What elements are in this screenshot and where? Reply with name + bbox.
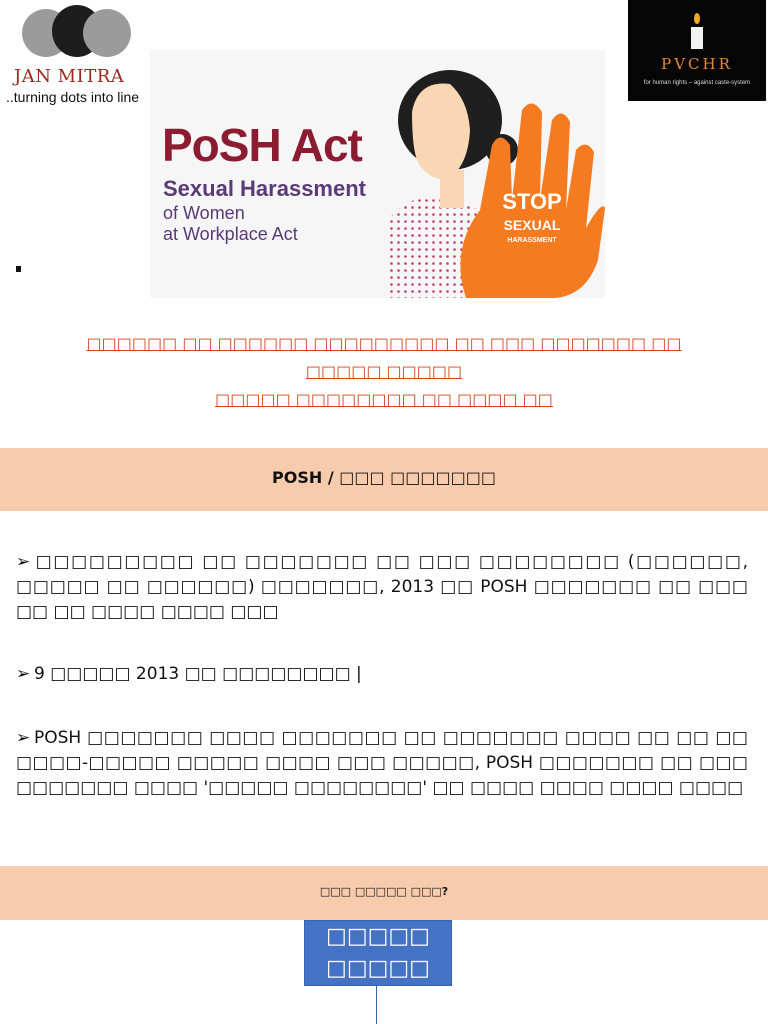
posh-act-title: PoSH Act: [162, 119, 362, 171]
jan-mitra-tagline: ..turning dots into line: [6, 89, 140, 105]
jan-mitra-logo: [0, 0, 160, 110]
posh-act-subtitle-line2: of Women: [163, 203, 245, 223]
candle-icon: [691, 27, 703, 49]
diagram-box: □□□□□ □□□□□: [304, 920, 452, 986]
jan-mitra-name: JAN MITRA: [14, 66, 125, 87]
paragraph-3: [16, 726, 748, 801]
bullet-dot: [16, 266, 21, 272]
woman-stop-illustration: [150, 50, 605, 298]
paragraph-1-text: □□□□□□□□□ □□ □□□□□□□ □□ □□□ □□□□□□□□ (□□□□□□, □□□□□ □□ □□□□□□) □□□□□□□, 2013 □□ POSH □□□□□□□ □□ □□□ □□ □□ □□□□ □□□□ □□□: [16, 552, 748, 622]
posh-act-subtitle-line1: Sexual Harassment: [163, 176, 366, 201]
subtitle-line1: □□□□□□ □□ □□□□□□ □□□□□□□□□ □□ □□□ □□□□□□□ □□ □□□□□ □□□□□: [86, 334, 682, 381]
paragraph-2: [16, 662, 748, 687]
paragraph-2-text: 9 □□□□□ 2013 □□ □□□□□□□□ |: [34, 664, 362, 684]
arrow-bullet-icon: ➢: [16, 728, 31, 748]
sexual-text: SEXUAL: [503, 217, 561, 233]
pvchr-logo: [628, 0, 766, 101]
pvchr-tagline: for human rights – against caste-system: [643, 80, 751, 86]
paragraph-3-text: POSH □□□□□□□ □□□□ □□□□□□□ □□ □□□□□□□ □□□□ □□ □□ □□ □□□□-□□□□□ □□□□□ □□□□ □□□ □□□□□, POSH □□□□□□□ □□ □□□ □□□□□□□ □□□□ '□□□□□ □□□□□□□□' □□ □□□□ □□□□ □□□□ □□□□: [16, 728, 748, 798]
logo-circle-right: [83, 9, 131, 57]
page-subtitle: [70, 330, 698, 414]
subtitle-line2: □□□□□ □□□□□□□□ □□ □□□□ □□: [215, 390, 553, 409]
posh-act-banner-image: [150, 50, 605, 298]
section-header-posh: POSH / □□□ □□□□□□□: [0, 448, 768, 511]
posh-act-subtitle-line3: at Workplace Act: [163, 224, 298, 244]
pvchr-name: PVCHR: [661, 55, 733, 73]
arrow-bullet-icon: ➢: [16, 664, 31, 684]
candle-flame-icon: [694, 13, 700, 24]
arrow-bullet-icon: ➢: [16, 552, 31, 572]
diagram-connector-line: [376, 984, 377, 1024]
paragraph-1: [16, 550, 748, 625]
section-header-who: □□□ □□□□□ □□□?: [0, 866, 768, 920]
harassment-text: HARASSMENT: [507, 237, 557, 244]
stop-text: STOP: [502, 189, 562, 214]
